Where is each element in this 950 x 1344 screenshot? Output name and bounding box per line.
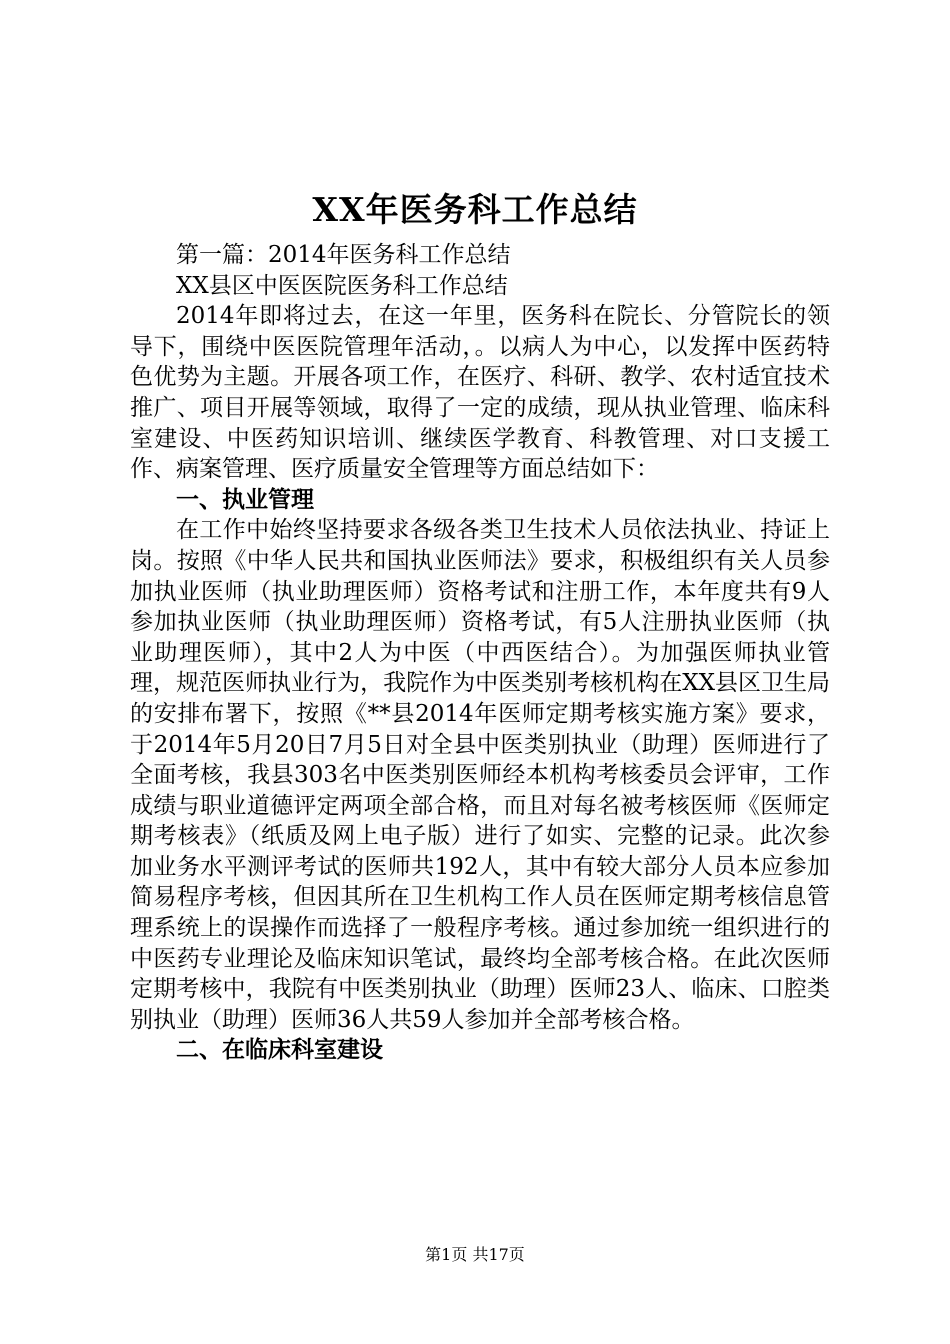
- practice-management-paragraph: 在工作中始终坚持要求各级各类卫生技术人员依法执业、持证上岗。按照《中华人民共和国执业医师法》要求，积极组织有关人员参加执业医师（执业助理医师）资格考试和注册工作，本年度共有9人参加执业医师（执业助理医师）资格考试，有5人注册执业医师（执业助理医师），其中2人为中医（中西医结合）。为加强医师执业管理，规范医师执业行为，我院作为中医类别考核机构在XX县区卫生局的安排布署下，按照《**县2014年医师定期考核实施方案》要求，于2014年5月20日7月5日对全县中医类别执业（助理）医师进行了全面考核，我县303名中医类别医师经本机构考核委员会评审，工作成绩与职业道德评定两项全部合格，而且对每名被考核医师《医师定期考核表》（纸质及网上电子版）进行了如实、完整的记录。此次参加业务水平测评考试的医师共192人，其中有较大部分人员本应参加简易程序考核，但因其所在卫生机构工作人员在医师定期考核信息管理系统上的误操作而选择了一般程序考核。通过参加统一组织进行的中医药专业理论及临床知识笔试，最终均全部考核合格。在此次医师定期考核中，我院有中医类别执业（助理）医师23人、临床、口腔类别执业（助理）医师36人共59人参加并全部考核合格。: [130, 517, 830, 1033]
- heading-practice-management: 一、执业管理: [176, 486, 314, 513]
- document-title: XX年医务科工作总结: [312, 190, 638, 229]
- document-body: [130, 240, 830, 1066]
- section-title-paragraph: 第一篇：2014年医务科工作总结: [176, 242, 511, 268]
- heading-clinical-department: 二、在临床科室建设: [176, 1037, 383, 1064]
- intro-paragraph: 2014年即将过去，在这一年里，医务科在院长、分管院长的领导下，围绕中医医院管理年活动，。以病人为中心，以发挥中医药特色优势为主题。开展各项工作，在医疗、科研、教学、农村适宜技术推广、项目开展等领域，取得了一定的成绩，现从执业管理、临床科室建设、中医药知识培训、继续医学教育、科教管理、对口支援工作、病案管理、医疗质量安全管理等方面总结如下：: [130, 303, 830, 483]
- department-title-paragraph: XX县区中医医院医务科工作总结: [176, 272, 508, 299]
- page-number-footer: 第1页 共17页: [425, 1245, 525, 1264]
